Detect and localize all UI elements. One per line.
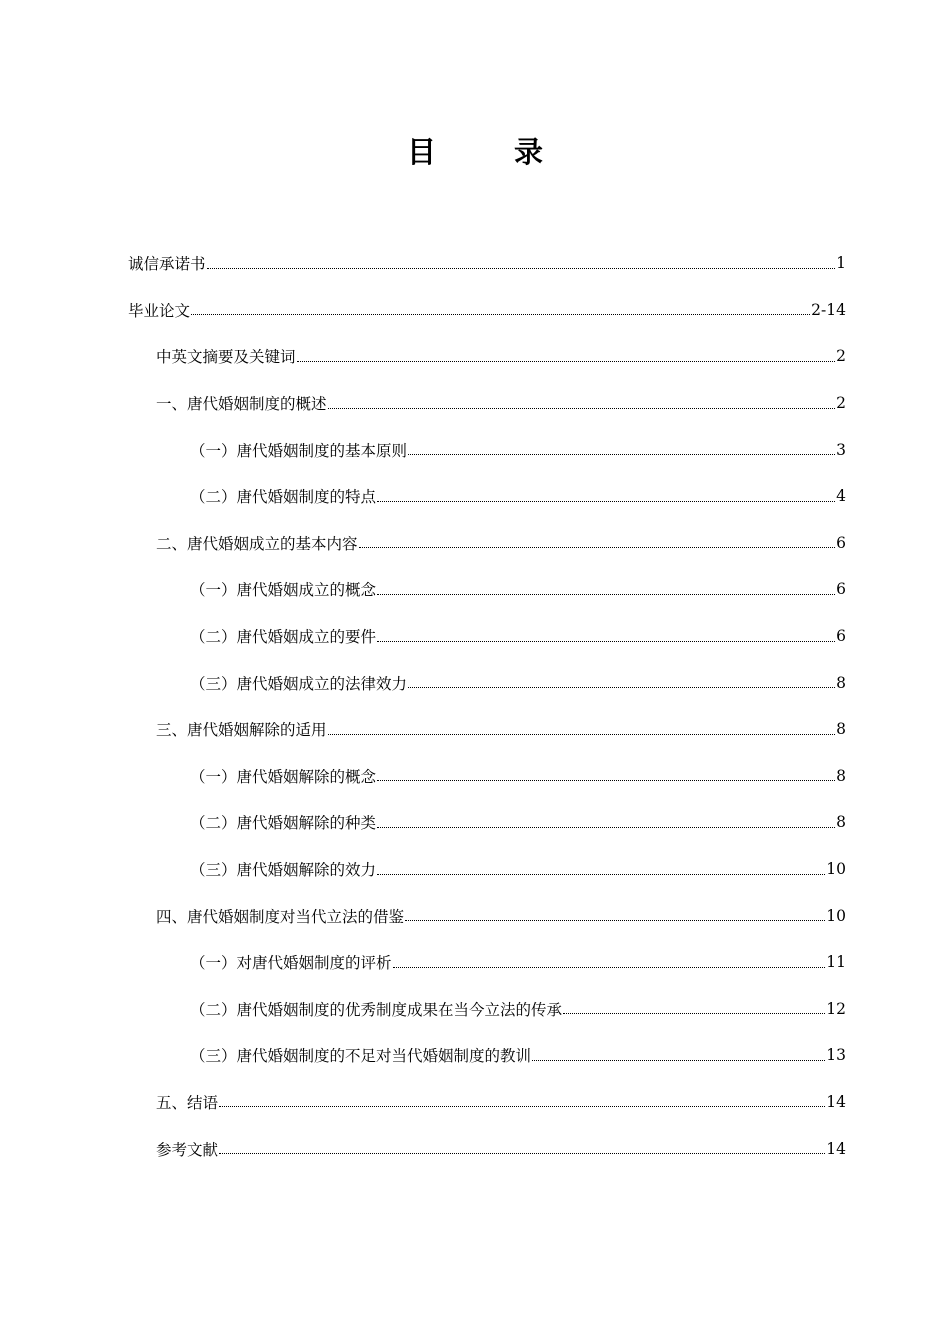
toc-entry[interactable] — [128, 473, 846, 520]
toc-entry-page-number: 8 — [836, 766, 846, 785]
dot-leader — [377, 594, 835, 595]
toc-entry-page-number: 10 — [826, 906, 846, 925]
dot-leader — [563, 1013, 825, 1014]
toc-entry[interactable] — [128, 613, 846, 660]
toc-entry[interactable] — [128, 287, 846, 334]
toc-entry-label: （二）唐代婚姻解除的种类 — [190, 814, 377, 833]
toc-entry-page-number: 2 — [836, 394, 846, 413]
toc-entry-label: 毕业论文 — [128, 301, 191, 320]
toc-entry-label: 中英文摘要及关键词 — [156, 348, 296, 367]
toc-entry-page-number: 8 — [836, 813, 846, 832]
toc-entry[interactable] — [128, 986, 846, 1033]
toc-entry-page-number: 3 — [836, 440, 846, 459]
dot-leader — [328, 734, 836, 735]
toc-entry[interactable] — [128, 659, 846, 706]
toc-entry[interactable] — [128, 846, 846, 893]
toc-entry-label: 参考文献 — [156, 1140, 219, 1159]
dot-leader — [377, 641, 835, 642]
toc-entry-page-number: 12 — [826, 999, 846, 1018]
toc-entry-page-number: 8 — [836, 720, 846, 739]
toc-entry-label: 五、结语 — [156, 1093, 219, 1112]
toc-entry[interactable] — [128, 753, 846, 800]
toc-entry[interactable] — [128, 520, 846, 567]
toc-entry[interactable] — [128, 706, 846, 753]
toc-entry-label: （二）唐代婚姻制度的优秀制度成果在当今立法的传承 — [190, 1000, 563, 1019]
dot-leader — [408, 454, 835, 455]
dot-leader — [408, 687, 835, 688]
toc-entry[interactable] — [128, 566, 846, 613]
toc-entry-label: （二）唐代婚姻成立的要件 — [190, 628, 377, 647]
toc-entry-page-number: 2-14 — [811, 300, 846, 319]
toc-entry-page-number: 4 — [836, 487, 846, 506]
toc-entry[interactable] — [128, 1032, 846, 1079]
dot-leader — [328, 408, 836, 409]
toc-entry[interactable] — [128, 240, 846, 287]
dot-leader — [532, 1060, 825, 1061]
toc-entry-page-number: 6 — [836, 580, 846, 599]
toc-entry-label: 一、唐代婚姻制度的概述 — [156, 395, 327, 414]
toc-entry-page-number: 2 — [836, 347, 846, 366]
toc-entry-label: （一）对唐代婚姻制度的评析 — [190, 954, 392, 973]
toc-entry-page-number: 6 — [836, 533, 846, 552]
toc-entry[interactable] — [128, 426, 846, 473]
toc-entry[interactable] — [128, 939, 846, 986]
toc-entry-label: （二）唐代婚姻制度的特点 — [190, 488, 377, 507]
dot-leader — [393, 967, 826, 968]
toc-entry[interactable] — [128, 1125, 846, 1172]
toc-entry-label: （三）唐代婚姻解除的效力 — [190, 861, 377, 880]
dot-leader — [219, 1106, 825, 1107]
dot-leader — [191, 314, 810, 315]
dot-leader — [297, 361, 836, 362]
toc-entry[interactable] — [128, 799, 846, 846]
dot-leader — [219, 1153, 825, 1154]
table-of-contents — [128, 240, 846, 1172]
page-title: 目 录 — [406, 135, 578, 169]
toc-entry-label: 四、唐代婚姻制度对当代立法的借鉴 — [156, 907, 405, 926]
toc-entry-label: （三）唐代婚姻制度的不足对当代婚姻制度的教训 — [190, 1047, 532, 1066]
toc-entry-page-number: 6 — [836, 627, 846, 646]
dot-leader — [405, 920, 825, 921]
toc-entry[interactable] — [128, 380, 846, 427]
dot-leader — [207, 268, 836, 269]
dot-leader — [359, 547, 836, 548]
toc-entry-label: 二、唐代婚姻成立的基本内容 — [156, 534, 358, 553]
toc-entry-label: 三、唐代婚姻解除的适用 — [156, 721, 327, 740]
toc-entry-page-number: 11 — [826, 953, 846, 972]
dot-leader — [377, 501, 835, 502]
toc-entry-label: 诚信承诺书 — [128, 255, 206, 274]
toc-entry-label: （一）唐代婚姻解除的概念 — [190, 767, 377, 786]
toc-entry-page-number: 13 — [826, 1046, 846, 1065]
toc-entry-label: （三）唐代婚姻成立的法律效力 — [190, 674, 408, 693]
toc-entry[interactable] — [128, 333, 846, 380]
toc-entry-page-number: 10 — [826, 860, 846, 879]
toc-entry[interactable] — [128, 892, 846, 939]
toc-entry-page-number: 8 — [836, 673, 846, 692]
dot-leader — [377, 780, 835, 781]
toc-entry-label: （一）唐代婚姻成立的概念 — [190, 581, 377, 600]
toc-entry-label: （一）唐代婚姻制度的基本原则 — [190, 441, 408, 460]
dot-leader — [377, 874, 825, 875]
dot-leader — [377, 827, 835, 828]
toc-entry[interactable] — [128, 1079, 846, 1126]
toc-entry-page-number: 14 — [826, 1092, 846, 1111]
toc-entry-page-number: 1 — [836, 254, 846, 273]
toc-entry-page-number: 14 — [826, 1139, 846, 1158]
